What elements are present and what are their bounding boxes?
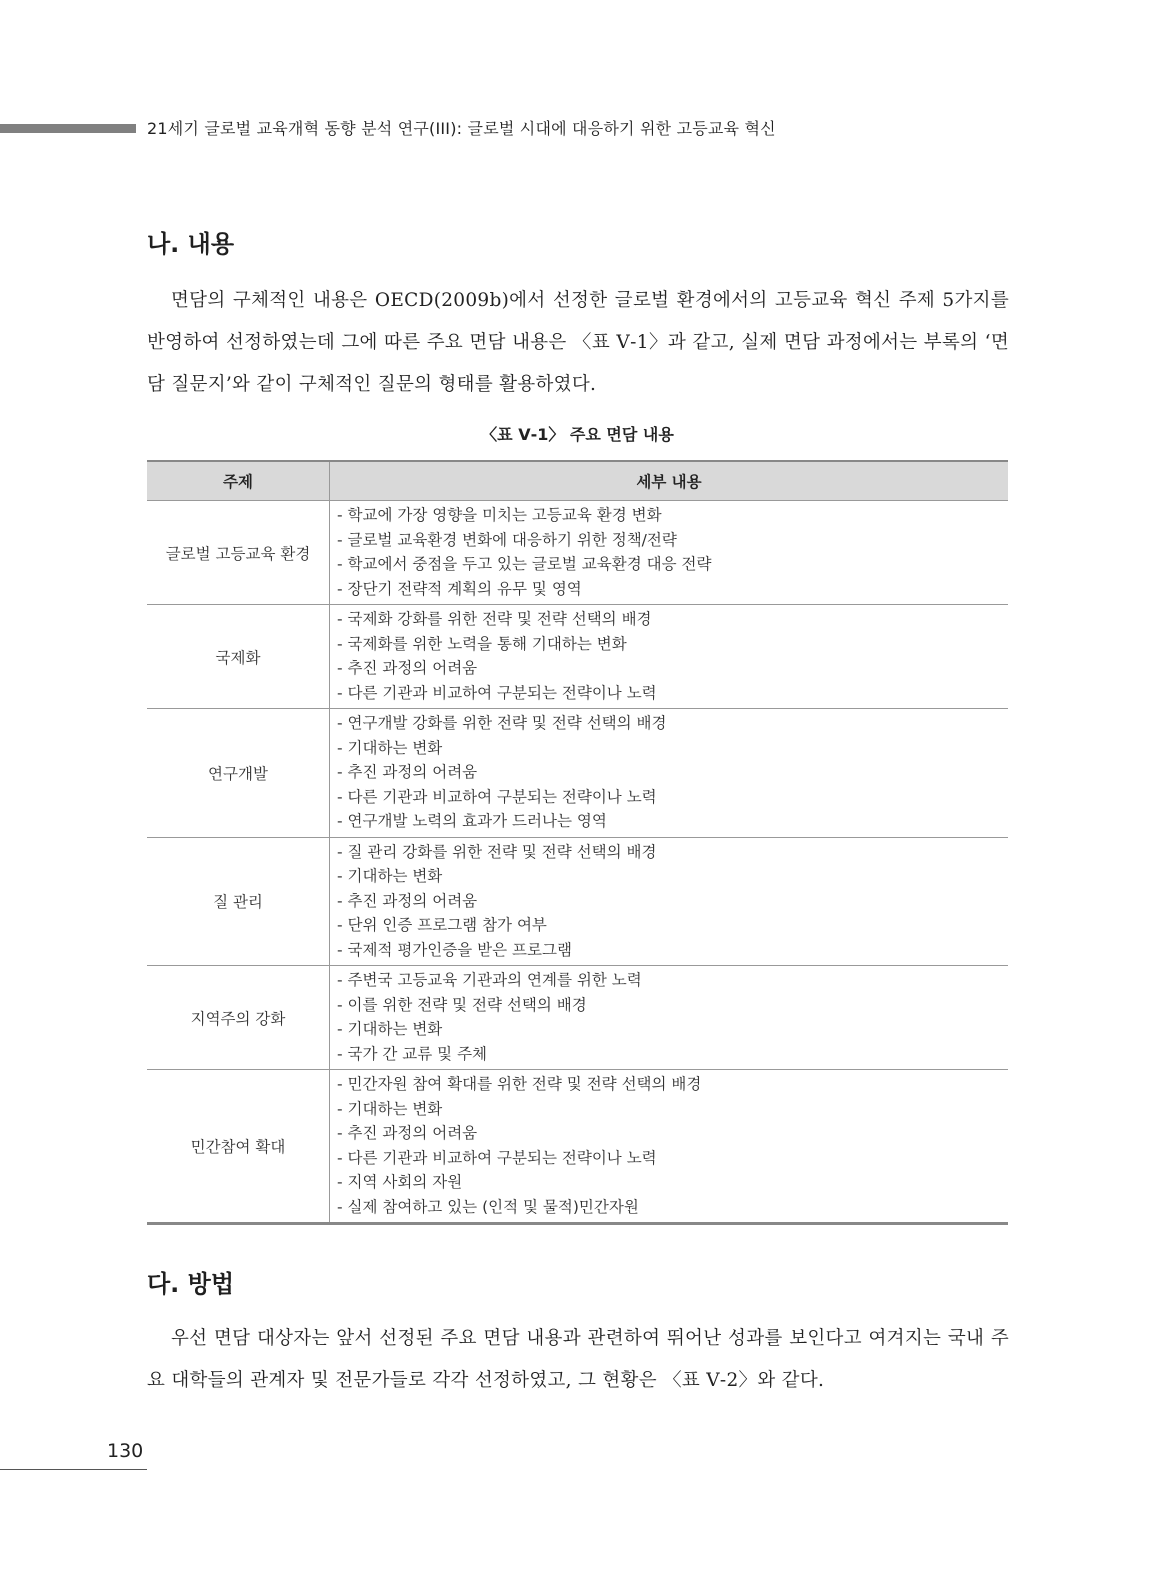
row-topic: 연구개발	[147, 709, 330, 838]
detail-item: - 학교에 가장 영향을 미치는 고등교육 환경 변화	[337, 506, 662, 524]
section-title-content: 나. 내용	[147, 230, 235, 258]
detail-item: - 실제 참여하고 있는 (인적 및 물적)민간자원	[337, 1197, 639, 1216]
page-number: 130	[107, 1440, 144, 1462]
running-header: 21세기 글로벌 교육개혁 동향 분석 연구(III): 글로벌 시대에 대응하기 위한 고등교육 혁신	[147, 119, 776, 138]
row-topic: 글로벌 고등교육 환경	[147, 501, 330, 605]
detail-item: - 단위 인증 프로그램 참가 여부	[337, 916, 547, 934]
row-details	[330, 709, 1009, 838]
detail-item: - 추진 과정의 어려움	[337, 763, 478, 781]
row-topic: 국제화	[147, 605, 330, 709]
detail-item: - 추진 과정의 어려움	[337, 659, 478, 677]
detail-item: - 연구개발 노력의 효과가 드러나는 영역	[337, 812, 607, 830]
detail-item: - 다른 기관과 비교하여 구분되는 전략이나 노력	[337, 787, 657, 806]
detail-item: - 연구개발 강화를 위한 전략 및 전략 선택의 배경	[337, 714, 667, 732]
row-details	[330, 501, 1009, 605]
detail-item: - 다른 기관과 비교하여 구분되는 전략이나 노력	[337, 1148, 657, 1167]
detail-item: - 국제적 평가인증을 받은 프로그램	[337, 940, 572, 959]
row-details	[330, 837, 1009, 966]
detail-item: - 국제화 강화를 위한 전략 및 전략 선택의 배경	[337, 610, 652, 628]
row-topic: 질 관리	[147, 837, 330, 966]
detail-item: - 기대하는 변화	[337, 738, 443, 757]
table-row	[147, 605, 1008, 709]
table-row	[147, 966, 1008, 1070]
detail-item: - 질 관리 강화를 위한 전략 및 전략 선택의 배경	[337, 842, 657, 861]
row-details	[330, 605, 1009, 709]
detail-item: - 기대하는 변화	[337, 1099, 443, 1118]
row-details	[330, 1070, 1009, 1224]
detail-item: - 기대하는 변화	[337, 1020, 443, 1038]
content-paragraph: 면담의 구체적인 내용은 OECD(2009b)에서 선정한 글로벌 환경에서의 고등교육 혁신 주제 5가지를 반영하여 선정하였는데 그에 따른 주요 면담 내용은 〈표 Ⅴ-1〉과 같고, 실제 면담 과정에서는 부록의 ‘면담 질문지’와 같이 구체적인 질문의 형태를 활용하였다.	[147, 290, 1009, 395]
interview-content-table	[147, 460, 1008, 1225]
detail-item: - 다른 기관과 비교하여 구분되는 전략이나 노력	[337, 683, 657, 702]
detail-item: - 추진 과정의 어려움	[337, 1124, 478, 1142]
detail-item: - 학교에서 중점을 두고 있는 글로벌 교육환경 대응 전략	[337, 555, 712, 573]
table-header-row	[147, 461, 1008, 501]
header-decoration-bar	[0, 124, 136, 133]
table-row	[147, 501, 1008, 605]
table-row	[147, 709, 1008, 838]
header-topic: 주제	[147, 461, 330, 501]
detail-item: - 추진 과정의 어려움	[337, 891, 478, 910]
detail-item: - 장단기 전략적 계획의 유무 및 영역	[337, 579, 582, 598]
header-details: 세부 내용	[330, 461, 1009, 501]
method-paragraph: 우선 면담 대상자는 앞서 선정된 주요 면담 내용과 관련하여 뛰어난 성과를 보인다고 여겨지는 국내 주요 대학들의 관계자 및 전문가들로 각각 선정하였고, 그 현황은 〈표 Ⅴ-2〉와 같다.	[147, 1328, 1009, 1391]
section-title-method: 다. 방법	[147, 1270, 235, 1298]
detail-item: - 지역 사회의 자원	[337, 1173, 463, 1191]
table-caption: 〈표 Ⅴ-1〉 주요 면담 내용	[481, 425, 674, 444]
row-details	[330, 966, 1009, 1070]
detail-item: - 국가 간 교류 및 주체	[337, 1044, 488, 1063]
footer-rule	[0, 1469, 147, 1470]
row-topic: 지역주의 강화	[147, 966, 330, 1070]
detail-item: - 민간자원 참여 확대를 위한 전략 및 전략 선택의 배경	[337, 1075, 702, 1093]
table-row	[147, 837, 1008, 966]
detail-item: - 글로벌 교육환경 변화에 대응하기 위한 정책/전략	[337, 530, 677, 549]
detail-item: - 국제화를 위한 노력을 통해 기대하는 변화	[337, 634, 627, 653]
detail-item: - 주변국 고등교육 기관과의 연계를 위한 노력	[337, 971, 642, 989]
detail-item: - 이를 위한 전략 및 전략 선택의 배경	[337, 995, 587, 1014]
detail-item: - 기대하는 변화	[337, 867, 443, 885]
row-topic: 민간참여 확대	[147, 1070, 330, 1224]
table-row	[147, 1070, 1008, 1224]
